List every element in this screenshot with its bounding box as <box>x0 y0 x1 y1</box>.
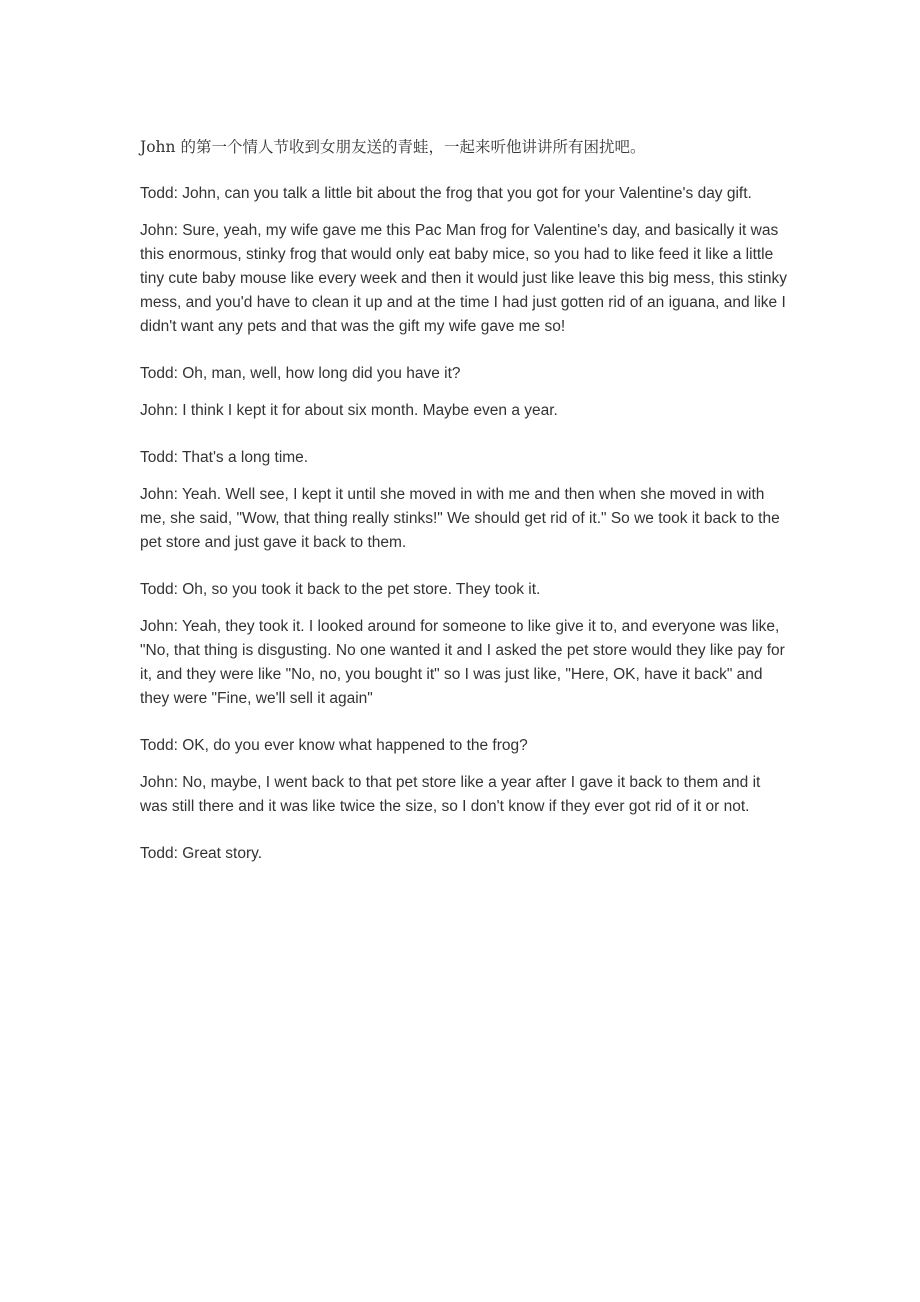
dialogue-line-john: John: I think I kept it for about six month. Maybe even a year. <box>140 402 558 419</box>
dialogue-line-john: John: Yeah, they took it. I looked around for someone to like give it to, and everyone was like, "No, that thing is disgusting. No one wanted it and I asked the pet store would they like pay for it, and they were like "No, no, you bought it" so I was just like, "Here, OK, have it back" and they were "Fine, we'll sell it again" <box>140 618 785 707</box>
dialogue-line-todd: Todd: That's a long time. <box>140 449 309 466</box>
dialogue-line-todd: Todd: Oh, so you took it back to the pet store. They took it. <box>140 581 541 598</box>
dialogue-line-john: John: No, maybe, I went back to that pet store like a year after I gave it back to them and it was still there and it was like twice the size, so I don't know if they ever got rid of it or not. <box>140 774 761 815</box>
dialogue-line-todd: Todd: OK, do you ever know what happened to the frog? <box>140 737 528 754</box>
dialogue-line-todd: Todd: Oh, man, well, how long did you have it? <box>140 365 461 382</box>
dialogue-line-todd: Todd: Great story. <box>140 845 263 862</box>
dialogue-line-john: John: Sure, yeah, my wife gave me this Pac Man frog for Valentine's day, and basically it was this enormous, stinky frog that would only eat baby mice, so you had to like feed it like a little tiny cute baby mouse like every week and then it would just like leave this big mess, this stinky mess, and you'd have to clean it up and at the time I had just gotten rid of an iguana, and like I didn't want any pets and that was the gift my wife gave me so! <box>140 222 788 335</box>
dialogue-line-john: John: Yeah. Well see, I kept it until she moved in with me and then when she moved in with me, she said, "Wow, that thing really stinks!" We should get rid of it." So we took it back to the pet store and just gave it back to them. <box>140 486 780 551</box>
dialogue-line-todd: Todd: John, can you talk a little bit about the frog that you got for your Valentine's day gift. <box>140 185 752 202</box>
intro-paragraph: John 的第一个情人节收到女朋友送的青蛙，一起来听他讲讲所有困扰吧。 <box>140 138 646 156</box>
document-page <box>140 135 790 879</box>
